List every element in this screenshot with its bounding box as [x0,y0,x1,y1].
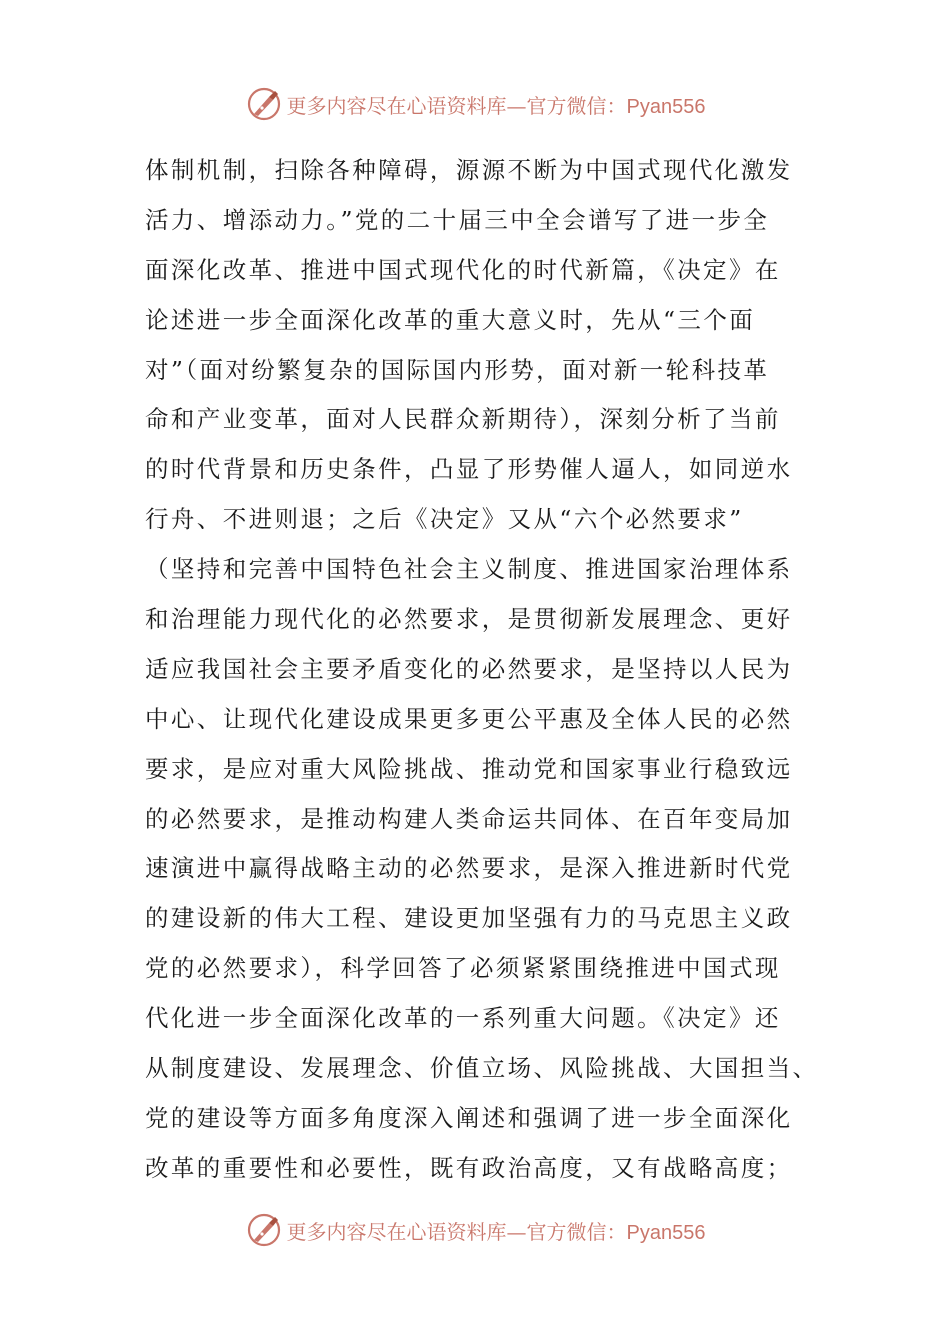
watermark-label: 更多内容尽在心语资料库—官方微信： [286,1219,627,1244]
watermark-text [287,1216,706,1245]
watermark-text [287,90,706,119]
wechat-id: Pyan556 [626,1221,706,1244]
text-line: （坚持和完善中国特色社会主义制度、推进国家治理体系 [145,555,793,584]
pen-nib-circle-icon [245,1211,283,1249]
pen-nib-circle-icon [245,85,283,123]
text-line: 对”（面对纷繁复杂的国际国内形势，面对新一轮科技革 [145,355,770,384]
text-line: 中心、让现代化建设成果更多更公平惠及全体人民的必然 [145,704,793,733]
text-line: 行舟、不进则退；之后《决定》又从“六个必然要求” [145,505,744,534]
text-line: 论述进一步全面深化改革的重大意义时，先从“三个面 [145,305,756,334]
document-body [145,146,819,1194]
text-line: 面深化改革、推进中国式现代化的时代新篇，《决定》在 [145,255,781,284]
text-line: 的时代背景和历史条件，凸显了形势催人逼人，如同逆水 [145,455,793,484]
text-line: 代化进一步全面深化改革的一系列重大问题。《决定》还 [145,1004,781,1033]
text-line: 党的建设等方面多角度深入阐述和强调了进一步全面深化 [145,1103,793,1132]
watermark-label: 更多内容尽在心语资料库—官方微信： [286,93,627,118]
text-line: 的必然要求，是推动构建人类命运共同体、在百年变局加 [145,804,793,833]
header-watermark [0,84,950,124]
text-line: 活力、增添动力。”党的二十届三中全会谱写了进一步全 [145,205,770,234]
text-line: 的建设新的伟大工程、建设更加坚强有力的马克思主义政 [145,904,793,933]
footer-watermark [0,1210,950,1250]
text-line: 和治理能力现代化的必然要求，是贯彻新发展理念、更好 [145,605,793,634]
text-line: 从制度建设、发展理念、价值立场、风险挑战、大国担当、 [145,1054,819,1083]
text-line: 要求，是应对重大风险挑战、推动党和国家事业行稳致远 [145,754,793,783]
text-line: 命和产业变革，面对人民群众新期待），深刻分析了当前 [145,405,781,434]
text-line: 党的必然要求），科学回答了必须紧紧围绕推进中国式现 [145,954,781,983]
text-line: 速演进中赢得战略主动的必然要求，是深入推进新时代党 [145,854,793,883]
text-line: 体制机制，扫除各种障碍，源源不断为中国式现代化激发 [145,156,793,184]
wechat-id: Pyan556 [626,95,706,118]
text-line: 适应我国社会主要矛盾变化的必然要求，是坚持以人民为 [145,654,793,683]
text-line: 改革的重要性和必要性，既有政治高度，又有战略高度； [145,1153,793,1182]
